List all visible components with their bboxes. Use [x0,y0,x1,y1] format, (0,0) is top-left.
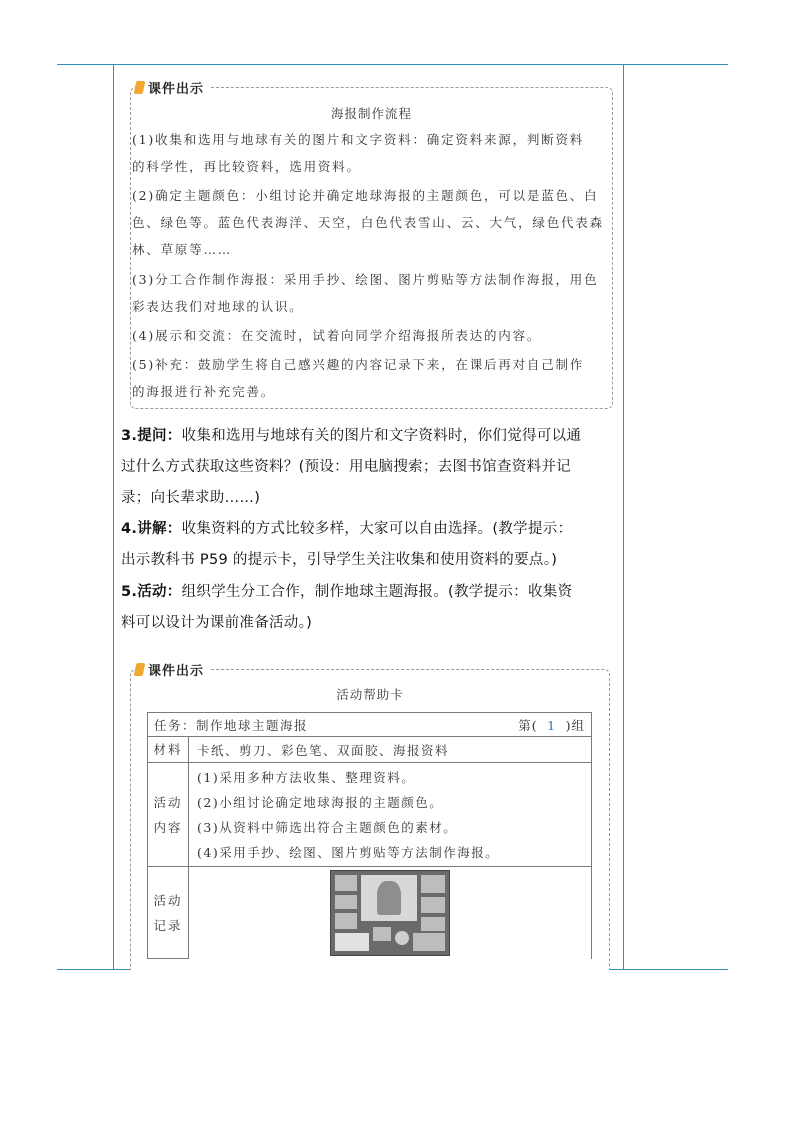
flow-line: (4)展示和交流：在交流时，试着向同学介绍海报所表达的内容。 [132,328,542,343]
step-3-heading: 3.提问： [121,428,182,444]
activity-card-table [147,712,592,959]
materials-label: 材料 [148,737,189,763]
frame-left-line [113,64,114,970]
record-cell [189,867,592,959]
content-label: 活动 内容 [148,763,189,867]
card-task-row [148,713,592,737]
flow-title: 海报制作流程 [330,106,412,121]
content-list [189,763,592,867]
poster-photo [330,870,450,956]
step-3-line-3: 录；向长辈求助……) [121,490,261,506]
card-title: 活动帮助卡 [336,687,404,702]
step-4-line-1: 4.讲解：收集资料的方式比较多样，大家可以自由选择。(教学提示： [121,521,573,537]
flow-line: (2)确定主题颜色：小组讨论并确定地球海报的主题颜色，可以是蓝色、白 [132,188,599,203]
courseware-tag-2 [135,659,210,679]
content-item: (4)采用手抄、绘图、图片剪贴等方法制作海报。 [197,844,500,860]
step-4-heading: 4.讲解： [121,521,182,537]
step-5-line-1: 5.活动：组织学生分工合作，制作地球主题海报。(教学提示：收集资 [121,584,573,600]
courseware-label: 课件出示 [148,81,205,97]
content-item: (1)采用多种方法收集、整理资料。 [197,769,416,785]
flow-line: (3)分工合作制作海报：采用手抄、绘图、图片剪贴等方法制作海报，用色 [132,272,599,287]
step-3-line-1: 3.提问：收集和选用与地球有关的图片和文字资料时，你们觉得可以通 [121,428,582,444]
courseware-label: 课件出示 [148,663,205,679]
tag-marker-icon [134,81,146,94]
card-task: 任务：制作地球主题海报 [154,717,309,733]
step-3-line-2: 过什么方式获取这些资料？(预设：用电脑搜索；去图书馆查资料并记 [121,459,571,475]
flow-line: 色、绿色等。蓝色代表海洋、天空，白色代表雪山、云、大气，绿色代表森 [132,215,604,230]
record-label: 活动 记录 [148,867,189,959]
flow-line: (5)补充：鼓励学生将自己感兴趣的内容记录下来，在课后再对自己制作 [132,357,585,372]
courseware-tag-1 [135,77,210,97]
materials-value: 卡纸、剪刀、彩色笔、双面胶、海报资料 [189,737,592,763]
flow-line: 的海报进行补充完善。 [132,384,276,399]
frame-top-line [57,64,728,65]
flow-line: 的科学性，再比较资料，选用资料。 [132,159,361,174]
card-group: 第( 1 )组 [518,717,585,733]
flow-line: (1)收集和选用与地球有关的图片和文字资料：确定资料来源，判断资料 [132,132,585,147]
content-item: (2)小组讨论确定地球海报的主题颜色。 [197,794,444,810]
flow-line: 林、草原等…… [132,242,233,257]
step-5-heading: 5.活动： [121,584,182,600]
step-4-line-2: 出示教科书 P59 的提示卡，引导学生关注收集和使用资料的要点。) [121,552,558,568]
content-item: (3)从资料中筛选出符合主题颜色的素材。 [197,819,458,835]
frame-right-line [623,64,624,970]
step-5-line-2: 料可以设计为课前准备活动。) [121,615,313,631]
group-number: 1 [547,717,557,733]
flow-line: 彩表达我们对地球的认识。 [132,299,304,314]
tag-marker-icon [134,663,146,676]
